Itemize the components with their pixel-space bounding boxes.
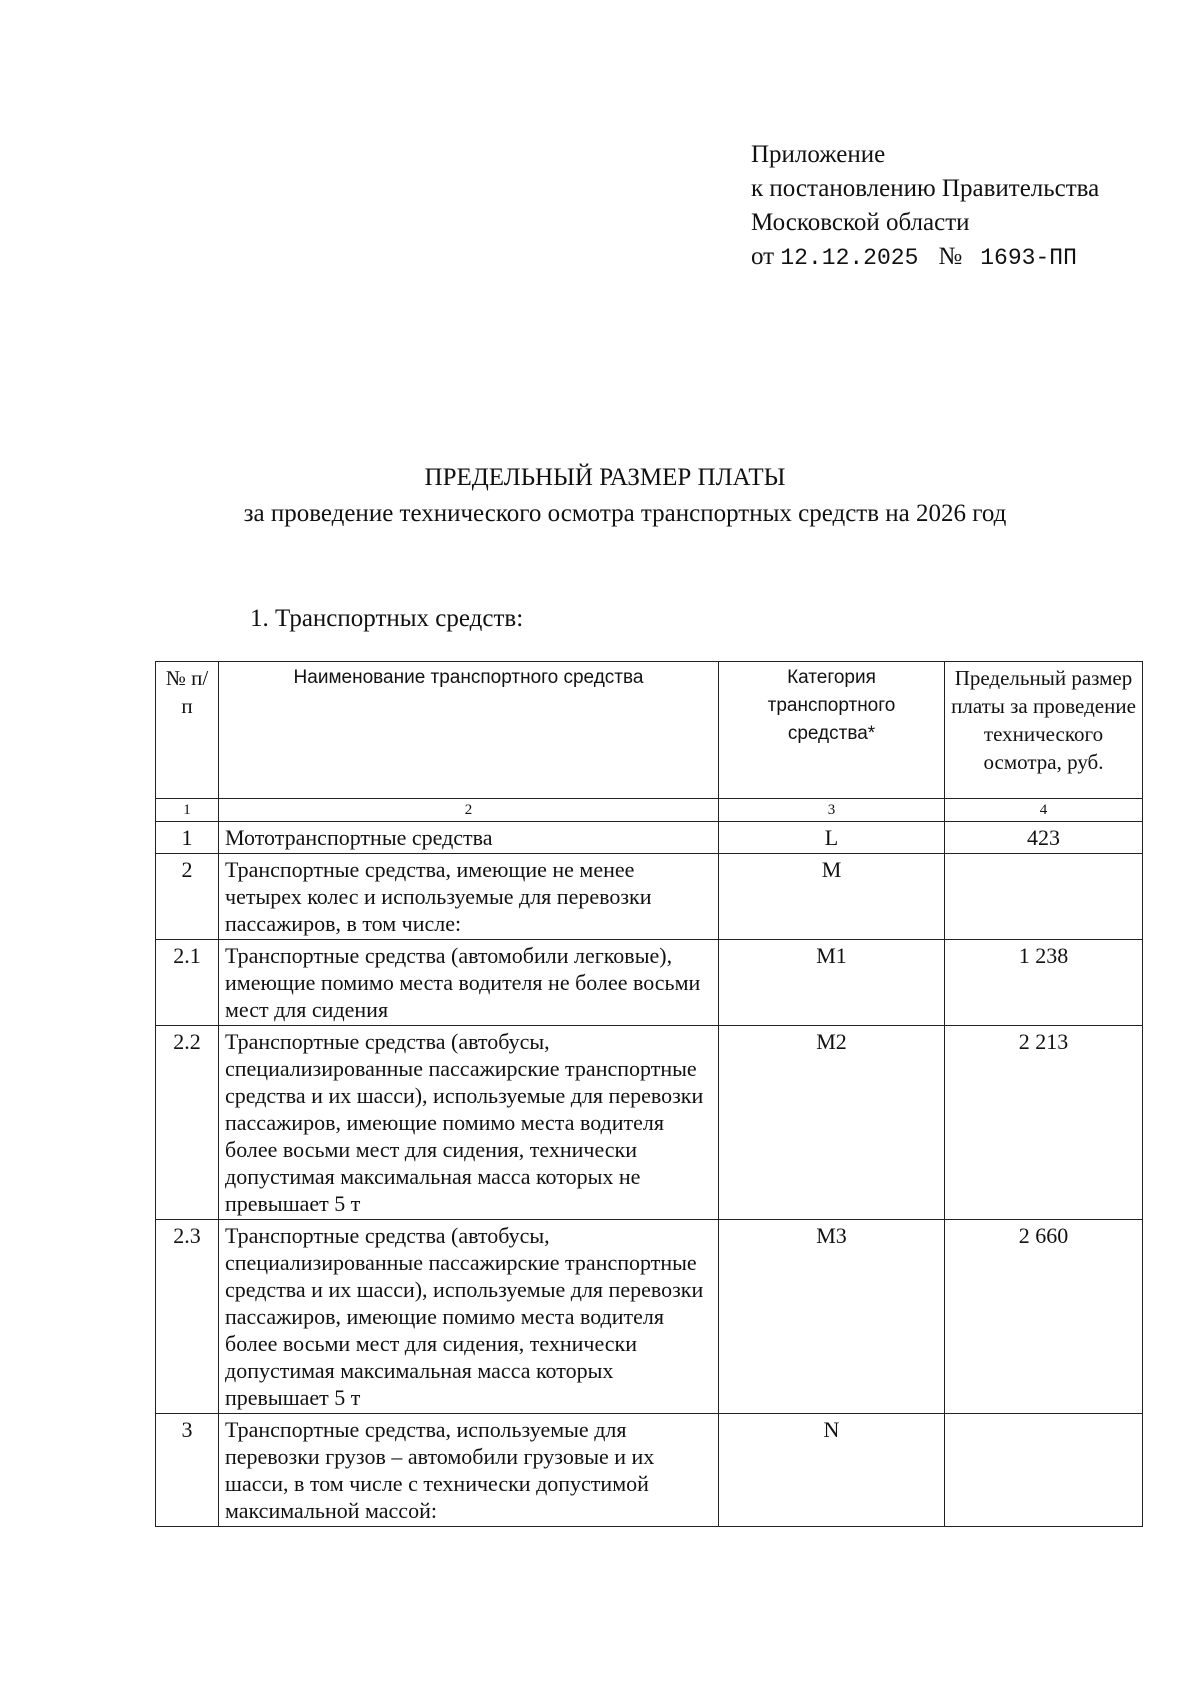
header-num: № п/п [156, 662, 219, 799]
table-row [156, 1220, 1143, 1414]
row-fee: 423 [945, 822, 1143, 854]
table-row [156, 1414, 1143, 1527]
table-row [156, 940, 1143, 1026]
date-prefix: от [751, 243, 775, 270]
row-fee [945, 854, 1143, 940]
row-category: M3 [719, 1220, 945, 1414]
column-number-row [156, 799, 1143, 822]
header-fee: Предельный размер платы за проведение технического осмотра, руб. [945, 662, 1143, 799]
number-sign: № [938, 243, 963, 270]
header-name: Наименование транспортного средства [219, 662, 719, 799]
row-name: Транспортные средства (автомобили легковые), имеющие помимо места водителя не более восьми мест для сидения [219, 940, 719, 1026]
row-fee: 2 660 [945, 1220, 1143, 1414]
document-number: 1693-ПП [980, 245, 1077, 271]
column-number: 3 [719, 799, 945, 822]
appendix-line-3: Московской области [751, 209, 970, 236]
row-fee: 2 213 [945, 1026, 1143, 1220]
appendix-line-2: к постановлению Правительства [751, 175, 1100, 202]
header-category: Категория транспортного средства* [719, 662, 945, 799]
row-category: L [719, 822, 945, 854]
row-num: 1 [156, 822, 219, 854]
row-num: 2 [156, 854, 219, 940]
table-row [156, 822, 1143, 854]
row-category: M1 [719, 940, 945, 1026]
appendix-line-1: Приложение [751, 141, 886, 168]
row-name: Транспортные средства (автобусы, специализированные пассажирские транспортные средства и их шасси), используемые для перевозки пассажиров, имеющие помимо места водителя более восьми мест для сидения, технически допустимая максимальная масса которых превышает 5 т [219, 1220, 719, 1414]
document-date: 12.12.2025 [780, 245, 919, 271]
section-heading: 1. Транспортных средств: [250, 605, 524, 632]
appendix-date-line [751, 240, 1099, 275]
row-num: 2.2 [156, 1026, 219, 1220]
column-number: 1 [156, 799, 219, 822]
table-row [156, 1026, 1143, 1220]
fee-table [155, 661, 1143, 1527]
table-row [156, 854, 1143, 940]
table-header-row [156, 662, 1143, 799]
row-fee: 1 238 [945, 940, 1143, 1026]
document-title [0, 460, 1200, 532]
row-category: N [719, 1414, 945, 1527]
row-fee [945, 1414, 1143, 1527]
row-num: 2.1 [156, 940, 219, 1026]
row-num: 3 [156, 1414, 219, 1527]
column-number: 4 [945, 799, 1143, 822]
title-line-1: ПРЕДЕЛЬНЫЙ РАЗМЕР ПЛАТЫ [424, 464, 786, 491]
row-category: M [719, 854, 945, 940]
appendix-block [751, 138, 1099, 275]
row-category: M2 [719, 1026, 945, 1220]
row-name: Транспортные средства, имеющие не менее четырех колес и используемые для перевозки пассажиров, в том числе: [219, 854, 719, 940]
column-number: 2 [219, 799, 719, 822]
row-num: 2.3 [156, 1220, 219, 1414]
row-name: Транспортные средства (автобусы, специализированные пассажирские транспортные средства и их шасси), используемые для перевозки пассажиров, имеющие помимо места водителя более восьми мест для сидения, технически допустимая максимальная масса которых не превышает 5 т [219, 1026, 719, 1220]
row-name: Мототранспортные средства [219, 822, 719, 854]
title-line-2: за проведение технического осмотра транспортных средств на 2026 год [243, 500, 1007, 527]
row-name: Транспортные средства, используемые для перевозки грузов – автомобили грузовые и их шасси, в том числе с технически допустимой максимальной массой: [219, 1414, 719, 1527]
